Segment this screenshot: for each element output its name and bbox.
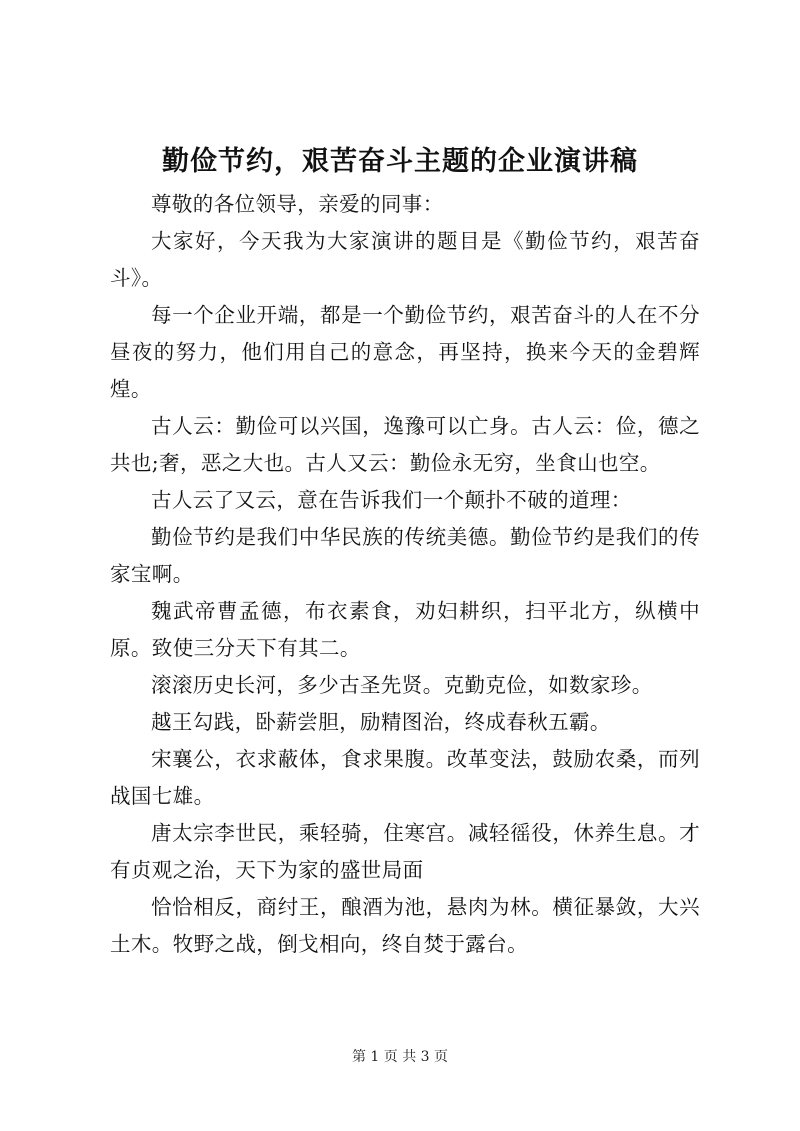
paragraph-greeting: 尊敬的各位领导，亲爱的同事： <box>151 192 444 216</box>
paragraph: 唐太宗李世民，乘轻骑，住寒宫。减轻徭役，休养生息。才有贞观之治，天下为家的盛世局面 <box>110 821 700 882</box>
paragraph: 宋襄公，衣求蔽体，食求果腹。改革变法，鼓励农桑，而列战国七雄。 <box>110 747 700 808</box>
paragraph: 滚滚历史长河，多少古圣先贤。克勤克俭，如数家珍。 <box>151 673 653 697</box>
paragraph: 越王勾践，卧薪尝胆，励精图治，终成春秋五霸。 <box>151 710 611 734</box>
paragraph: 古人云了又云，意在告诉我们一个颠扑不破的道理： <box>151 488 632 512</box>
paragraph: 古人云：勤俭可以兴国，逸豫可以亡身。古人云：俭，德之共也;奢，恶之大也。古人又云：勤俭永无穷，坐食山也空。 <box>110 414 700 475</box>
document-title: 勤俭节约，艰苦奋斗主题的企业演讲稿 <box>162 146 638 177</box>
paragraph: 恰恰相反，商纣王，酿酒为池，悬肉为林。横征暴敛，大兴土木。牧野之战，倒戈相向，终自焚于露台。 <box>110 895 700 956</box>
paragraph: 每一个企业开端，都是一个勤俭节约，艰苦奋斗的人在不分昼夜的努力，他们用自己的意念，再坚持，换来今天的金碧辉煌。 <box>110 303 700 401</box>
paragraph: 魏武帝曹孟德，布衣素食，劝妇耕织，扫平北方，纵横中原。致使三分天下有其二。 <box>110 599 700 660</box>
paragraph-opening: 大家好，今天我为大家演讲的题目是《勤俭节约，艰苦奋斗》。 <box>110 229 700 290</box>
paragraph: 勤俭节约是我们中华民族的传统美德。勤俭节约是我们的传家宝啊。 <box>110 525 700 586</box>
document-body <box>110 186 700 963</box>
page-footer: 第 1 页 共 3 页 <box>351 1049 449 1065</box>
